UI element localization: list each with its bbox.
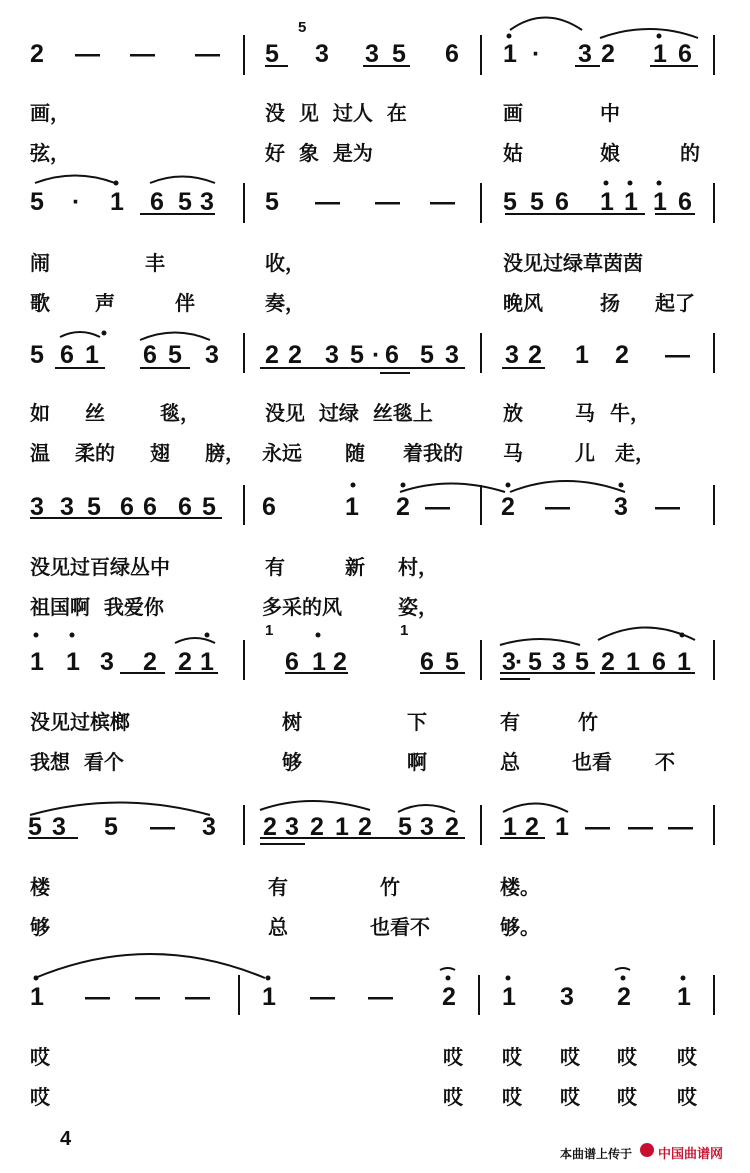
lyric: 温 [30,441,50,465]
note: · [372,341,381,369]
note: 3 [205,341,219,369]
note: 6 [143,341,157,369]
note: 3 [365,40,379,68]
slur [510,18,582,31]
barline [243,183,245,223]
lyric: 多采的风 [262,595,342,619]
note: 2 [528,341,542,369]
lyric: 我想 看个 [30,750,124,774]
site-logo-icon [640,1143,654,1157]
barline [243,35,245,75]
lyric: 哎 [30,1045,50,1069]
note: 6 [285,648,299,676]
lyric: 姑 [503,141,523,165]
lyric: 起了 [655,291,695,315]
note: 2 [30,40,44,68]
note: 1 [335,813,349,841]
barline [713,333,715,373]
note: 1 [626,648,640,676]
note: 1 [502,983,516,1011]
note: 3 [552,648,566,676]
barline [713,183,715,223]
lyric: 树 [282,710,302,734]
note: 3 [30,493,44,521]
note: — [628,813,653,841]
note: 3 [578,40,592,68]
barline [713,485,715,525]
lyric: 哎 [677,1045,697,1069]
note: 1 [262,983,276,1011]
footer-site-link[interactable]: 中国曲谱网 [658,1147,724,1162]
note: 2 [615,341,629,369]
lyric: 闹 [30,251,50,275]
note: · [515,648,524,676]
note: 6 [178,493,192,521]
note: 1 [677,983,691,1011]
lyric: 够 [30,915,50,939]
note: 5 [528,648,542,676]
lyric: 哎 [617,1045,637,1069]
lyric: 丝 [85,401,105,425]
note: — [585,813,610,841]
lyric: 弦， [30,141,70,165]
lyric: 收， [265,251,305,275]
note: 2 [265,341,279,369]
note: 5 [202,493,216,521]
footer-text: 本曲谱上传于 [560,1147,633,1161]
lyric: 着我的 [403,441,463,465]
lyric: 翅 [150,441,170,465]
barline [238,975,240,1015]
note: 3 [445,341,459,369]
note: 3 [202,813,216,841]
lyric: 永远 [262,441,302,465]
lyric: 没见过槟榔 [30,710,130,734]
note: 5 [104,813,118,841]
slur [503,804,568,813]
lyric: 总 [500,750,520,774]
lyric: 伴 [175,291,195,315]
note: 1 [30,648,44,676]
note: 3 [420,813,434,841]
note: 6 [678,40,692,68]
barline [480,183,482,223]
note: 6 [420,648,434,676]
note: 6 [60,341,74,369]
slur [510,481,625,492]
note: — [668,813,693,841]
note: — [655,493,680,521]
note: 5 [30,188,44,216]
lyric: 扬 [600,291,620,315]
note: 5 [398,813,412,841]
lyric: 竹 [578,710,598,734]
barline [480,640,482,680]
mordent [615,968,630,970]
note: — [665,341,690,369]
lyric: 娘 [600,141,620,165]
note: — [75,40,100,68]
page-number: 4 [60,1128,72,1150]
note: · [532,40,541,68]
note: — [545,493,570,521]
barline [713,640,715,680]
lyric: 哎 [502,1085,522,1109]
slur [600,29,698,38]
lyric: 膀， [205,441,245,465]
note: 2 [310,813,324,841]
note: 3 [614,493,628,521]
note: 5 [87,493,101,521]
lyric: 祖国啊 我爱你 [30,595,164,619]
note: 5 [265,40,279,68]
note: 6 [143,493,157,521]
note: 5 [420,341,434,369]
note: 3 [502,648,516,676]
lyric: 晚风 [503,291,543,315]
lyric: 下 [407,710,427,734]
note: 1 [677,648,691,676]
note: — [185,983,210,1011]
note: — [150,813,175,841]
lyric: 声 [95,291,115,315]
note: 2 [445,813,459,841]
note: 2 [601,40,615,68]
note: 6 [445,40,459,68]
note: 1 [503,813,517,841]
lyric: 没见 过绿 丝毯上 [265,401,433,425]
slur [398,805,455,812]
note: 2 [617,983,631,1011]
note: 5 [265,188,279,216]
grace-note: 1 [400,622,409,639]
note: 1 [200,648,214,676]
note: 2 [288,341,302,369]
lyric: 歌 [30,291,50,315]
barline [480,35,482,75]
lyric: 画， [30,101,70,125]
lyric: 有 [500,710,520,734]
slur [260,801,370,810]
slur [400,484,505,493]
note: 3 [505,341,519,369]
note: 3 [200,188,214,216]
barline [243,805,245,845]
note: 6 [120,493,134,521]
lyric: 楼。 [500,875,540,899]
lyric: 姿， [398,595,438,619]
note: 2 [333,648,347,676]
mordent [440,968,455,970]
note: 1 [555,813,569,841]
grace-note: 5 [298,19,307,36]
slur [500,639,580,645]
lyric: 有 [268,875,288,899]
lyric: 总 [268,915,288,939]
note: — [85,983,110,1011]
note: 2 [601,648,615,676]
lyric: 放 [503,401,523,425]
lyric: 毯， [160,401,200,425]
lyric: 楼 [30,875,50,899]
note: 6 [678,188,692,216]
note: 5 [503,188,517,216]
note: — [130,40,155,68]
note: 3 [100,648,114,676]
barline [480,805,482,845]
note: 3 [560,983,574,1011]
note: 6 [385,341,399,369]
lyric: 竹 [380,875,400,899]
lyric: 马 [575,401,595,425]
lyric: 哎 [443,1085,463,1109]
lyric: 牛， [610,401,650,425]
note: 5 [392,40,406,68]
barline [243,485,245,525]
note: 2 [143,648,157,676]
barline [480,333,482,373]
note: 5 [445,648,459,676]
barline [243,640,245,680]
note: — [310,983,335,1011]
note: — [430,188,455,216]
note: 1 [30,983,44,1011]
note: 6 [262,493,276,521]
barline [243,333,245,373]
lyric: 哎 [30,1085,50,1109]
lyric: 哎 [443,1045,463,1069]
note: 6 [652,648,666,676]
slur [150,177,215,184]
lyric: 够 [282,750,302,774]
note: 5 [178,188,192,216]
lyric: 如 [30,401,50,425]
lyric: 随 [345,441,365,465]
note: 1 [110,188,124,216]
barline [480,485,482,525]
note: 1 [653,40,667,68]
note: 3 [285,813,299,841]
note: 1 [575,341,589,369]
slur [35,954,265,978]
lyric: 没 见 过人 在 [265,101,407,125]
lyric: 够。 [500,915,540,939]
lyric: 哎 [677,1085,697,1109]
note: 5 [575,648,589,676]
note: 2 [263,813,277,841]
lyric: 有 [265,555,285,579]
note: 2 [396,493,410,521]
note: — [135,983,160,1011]
lyric: 柔的 [75,441,115,465]
lyric: 没见过绿草茵茵 [503,251,643,275]
lyric: 走， [615,441,655,465]
note: — [425,493,450,521]
note: 5 [350,341,364,369]
note: 3 [60,493,74,521]
barline [713,805,715,845]
slur [175,638,215,643]
note: 2 [442,983,456,1011]
lyric: 丰 [145,251,165,275]
note: 3 [315,40,329,68]
lyric: 没见过百绿丛中 [30,555,170,579]
barline [478,975,480,1015]
lyric: 的 [680,141,700,165]
note: 1 [66,648,80,676]
note: 1 [312,648,326,676]
lyric: 好 象 是为 [265,141,373,165]
note: 3 [52,813,66,841]
lyric: 奏， [265,291,305,315]
lyric: 啊 [407,750,427,774]
lyric: 哎 [502,1045,522,1069]
note: 2 [358,813,372,841]
note: — [368,983,393,1011]
note: 2 [178,648,192,676]
slur [35,176,115,184]
note: 2 [525,813,539,841]
lyric: 也看不 [370,915,430,939]
note: 1 [600,188,614,216]
lyric: 也看 [572,750,612,774]
slur [140,333,210,341]
note: 1 [345,493,359,521]
slur [60,332,100,337]
note: — [375,188,400,216]
lyric: 儿 [575,441,595,465]
grace-note: 1 [265,622,274,639]
note: 3 [325,341,339,369]
note: 1 [85,341,99,369]
note: 1 [503,40,517,68]
lyric: 哎 [560,1085,580,1109]
lyric: 村， [398,555,438,579]
note: 2 [501,493,515,521]
lyric: 哎 [560,1045,580,1069]
note: 6 [150,188,164,216]
note: · [72,188,81,216]
note: 5 [30,341,44,369]
lyric: 画 [503,101,523,125]
note: — [195,40,220,68]
lyric: 哎 [617,1085,637,1109]
lyric: 马 [503,441,523,465]
lyric: 不 [655,750,675,774]
note: 5 [530,188,544,216]
barline [713,975,715,1015]
note: 5 [28,813,42,841]
note: 5 [168,341,182,369]
note: 6 [555,188,569,216]
barline [713,35,715,75]
note: — [315,188,340,216]
lyric: 新 [345,555,365,579]
lyric: 中 [600,101,620,125]
note: 1 [653,188,667,216]
note: 1 [624,188,638,216]
